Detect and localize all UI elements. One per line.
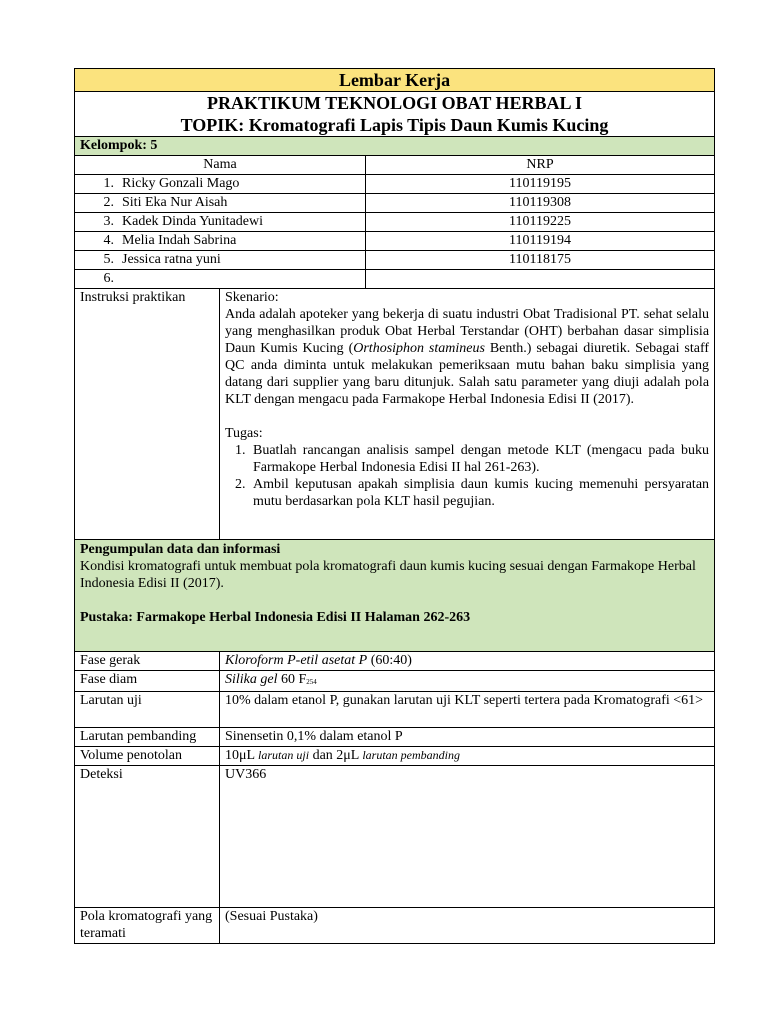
scenario-text — [225, 306, 709, 408]
pattern-value: (Sesuai Pustaka) — [220, 908, 715, 944]
stationary-phase-subscript: 254 — [306, 678, 317, 686]
table-row — [75, 692, 715, 728]
scenario-text-part: Benth.) sebagai diuretik. Sebagai staff QC anda diminta untuk melakukan pemeriksaan mutu bahan baku simplisia yang datang dari supplier yang baru ditunjuk. Salah satu parameter yang diuji adalah pola KLT dengan mengacu pada Farmakope Herbal Indonesia Edisi II (2017). — [225, 341, 710, 407]
member-nrp: 110119225 — [366, 213, 715, 232]
mobile-phase-solvent: Kloroform P-etil asetat P — [225, 653, 368, 668]
topic-title: TOPIK: Kromatografi Lapis Tipis Daun Kumis Kucing — [180, 115, 609, 135]
instruction-content — [220, 289, 715, 540]
member-name-text: Siti Eka Nur Aisah — [122, 195, 228, 210]
data-collection-row — [75, 540, 715, 652]
table-row — [75, 652, 715, 671]
task-label: Tugas: — [225, 426, 263, 441]
reference-text: Pustaka: Farmakope Herbal Indonesia Edisi II Halaman 262-263 — [80, 610, 471, 625]
member-number: 3. — [103, 214, 114, 229]
member-nrp: 110119194 — [366, 232, 715, 251]
table-row — [75, 213, 715, 232]
member-nrp — [366, 270, 715, 289]
instruction-row — [75, 289, 715, 540]
member-name — [75, 175, 366, 194]
volume-label: Volume penotolan — [75, 747, 220, 766]
table-row — [75, 766, 715, 908]
member-nrp: 110119308 — [366, 194, 715, 213]
stationary-phase-name: Silika gel — [225, 672, 278, 687]
data-collection-section — [75, 540, 715, 652]
detection-label: Deteksi — [75, 766, 220, 908]
worksheet-table — [74, 68, 715, 944]
member-name — [75, 270, 366, 289]
member-number: 5. — [103, 252, 114, 267]
member-name-text: Kadek Dinda Yunitadewi — [122, 214, 263, 229]
test-solution-value: 10% dalam etanol P, gunakan larutan uji KLT seperti tertera pada Kromatografi <61> — [220, 692, 715, 728]
mobile-phase-ratio: (60:40) — [367, 653, 412, 668]
course-title: PRAKTIKUM TEKNOLOGI OBAT HERBAL I — [206, 93, 583, 113]
spacer — [225, 408, 709, 425]
spacer — [80, 592, 709, 609]
scenario-text-part: Anda adalah apoteker yang bekerja di suatu industri Obat Tradisional PT. sehat selalu yang menghasilkan produk Obat Herbal Terstandar (OHT) berbahan dasar simplisia Daun Kumis Kucing ( — [225, 307, 710, 356]
member-number: 6. — [103, 271, 114, 286]
member-nrp: 110118175 — [366, 251, 715, 270]
member-name-text: Ricky Gonzali Mago — [122, 176, 240, 191]
task-list — [225, 442, 709, 510]
volume-solution: larutan pembanding — [362, 748, 460, 762]
mobile-phase-label: Fase gerak — [75, 652, 220, 671]
stationary-phase-value — [220, 671, 715, 692]
mobile-phase-value — [220, 652, 715, 671]
reference-solution-value: Sinensetin 0,1% dalam etanol P — [220, 728, 715, 747]
member-nrp: 110119195 — [366, 175, 715, 194]
column-header-nrp: NRP — [366, 156, 715, 175]
worksheet-title: Lembar Kerja — [75, 69, 715, 92]
pattern-label: Pola kromatografi yang teramati — [75, 908, 220, 944]
column-header-name: Nama — [75, 156, 366, 175]
table-row — [75, 908, 715, 944]
member-name-text: Melia Indah Sabrina — [122, 233, 237, 248]
data-collection-heading: Pengumpulan data dan informasi — [80, 542, 281, 557]
stationary-phase-label: Fase diam — [75, 671, 220, 692]
volume-amount: dan 2μL — [309, 748, 363, 763]
member-header-row — [75, 156, 715, 175]
volume-solution: larutan uji — [258, 748, 310, 762]
volume-amount: 10μL — [225, 748, 259, 763]
member-name — [75, 194, 366, 213]
table-row — [75, 194, 715, 213]
member-name — [75, 232, 366, 251]
member-number: 2. — [103, 195, 114, 210]
group-row — [75, 137, 715, 156]
group-label: Kelompok: 5 — [75, 137, 715, 156]
table-row — [75, 175, 715, 194]
list-item: 2. Ambil keputusan apakah simplisia daun kumis kucing memenuhi persyaratan mutu berdasarkan pola KLT hasil pegujian. — [249, 476, 709, 510]
stationary-phase-grade: 60 F — [277, 672, 307, 687]
scenario-latin-name: Orthosiphon stamineus — [353, 341, 485, 356]
volume-value — [220, 747, 715, 766]
member-name — [75, 251, 366, 270]
table-row — [75, 270, 715, 289]
table-row — [75, 728, 715, 747]
reference-solution-label: Larutan pembanding — [75, 728, 220, 747]
table-row — [75, 232, 715, 251]
test-solution-label: Larutan uji — [75, 692, 220, 728]
member-name — [75, 213, 366, 232]
scenario-label: Skenario: — [225, 290, 279, 305]
table-row — [75, 747, 715, 766]
member-number: 1. — [103, 176, 114, 191]
subtitle-row — [75, 92, 715, 137]
course-heading — [75, 92, 715, 137]
data-collection-text: Kondisi kromatografi untuk membuat pola kromatografi daun kumis kucing sesuai dengan Farmakope Herbal Indonesia Edisi II (2017). — [80, 559, 696, 591]
member-name-text: Jessica ratna yuni — [122, 252, 221, 267]
table-row — [75, 671, 715, 692]
table-row — [75, 251, 715, 270]
instruction-label: Instruksi praktikan — [75, 289, 220, 540]
title-row — [75, 69, 715, 92]
list-item: 1. Buatlah rancangan analisis sampel dengan metode KLT (mengacu pada buku Farmakope Herbal Indonesia Edisi II hal 261-263). — [249, 442, 709, 476]
detection-value: UV366 — [220, 766, 715, 908]
member-number: 4. — [103, 233, 114, 248]
